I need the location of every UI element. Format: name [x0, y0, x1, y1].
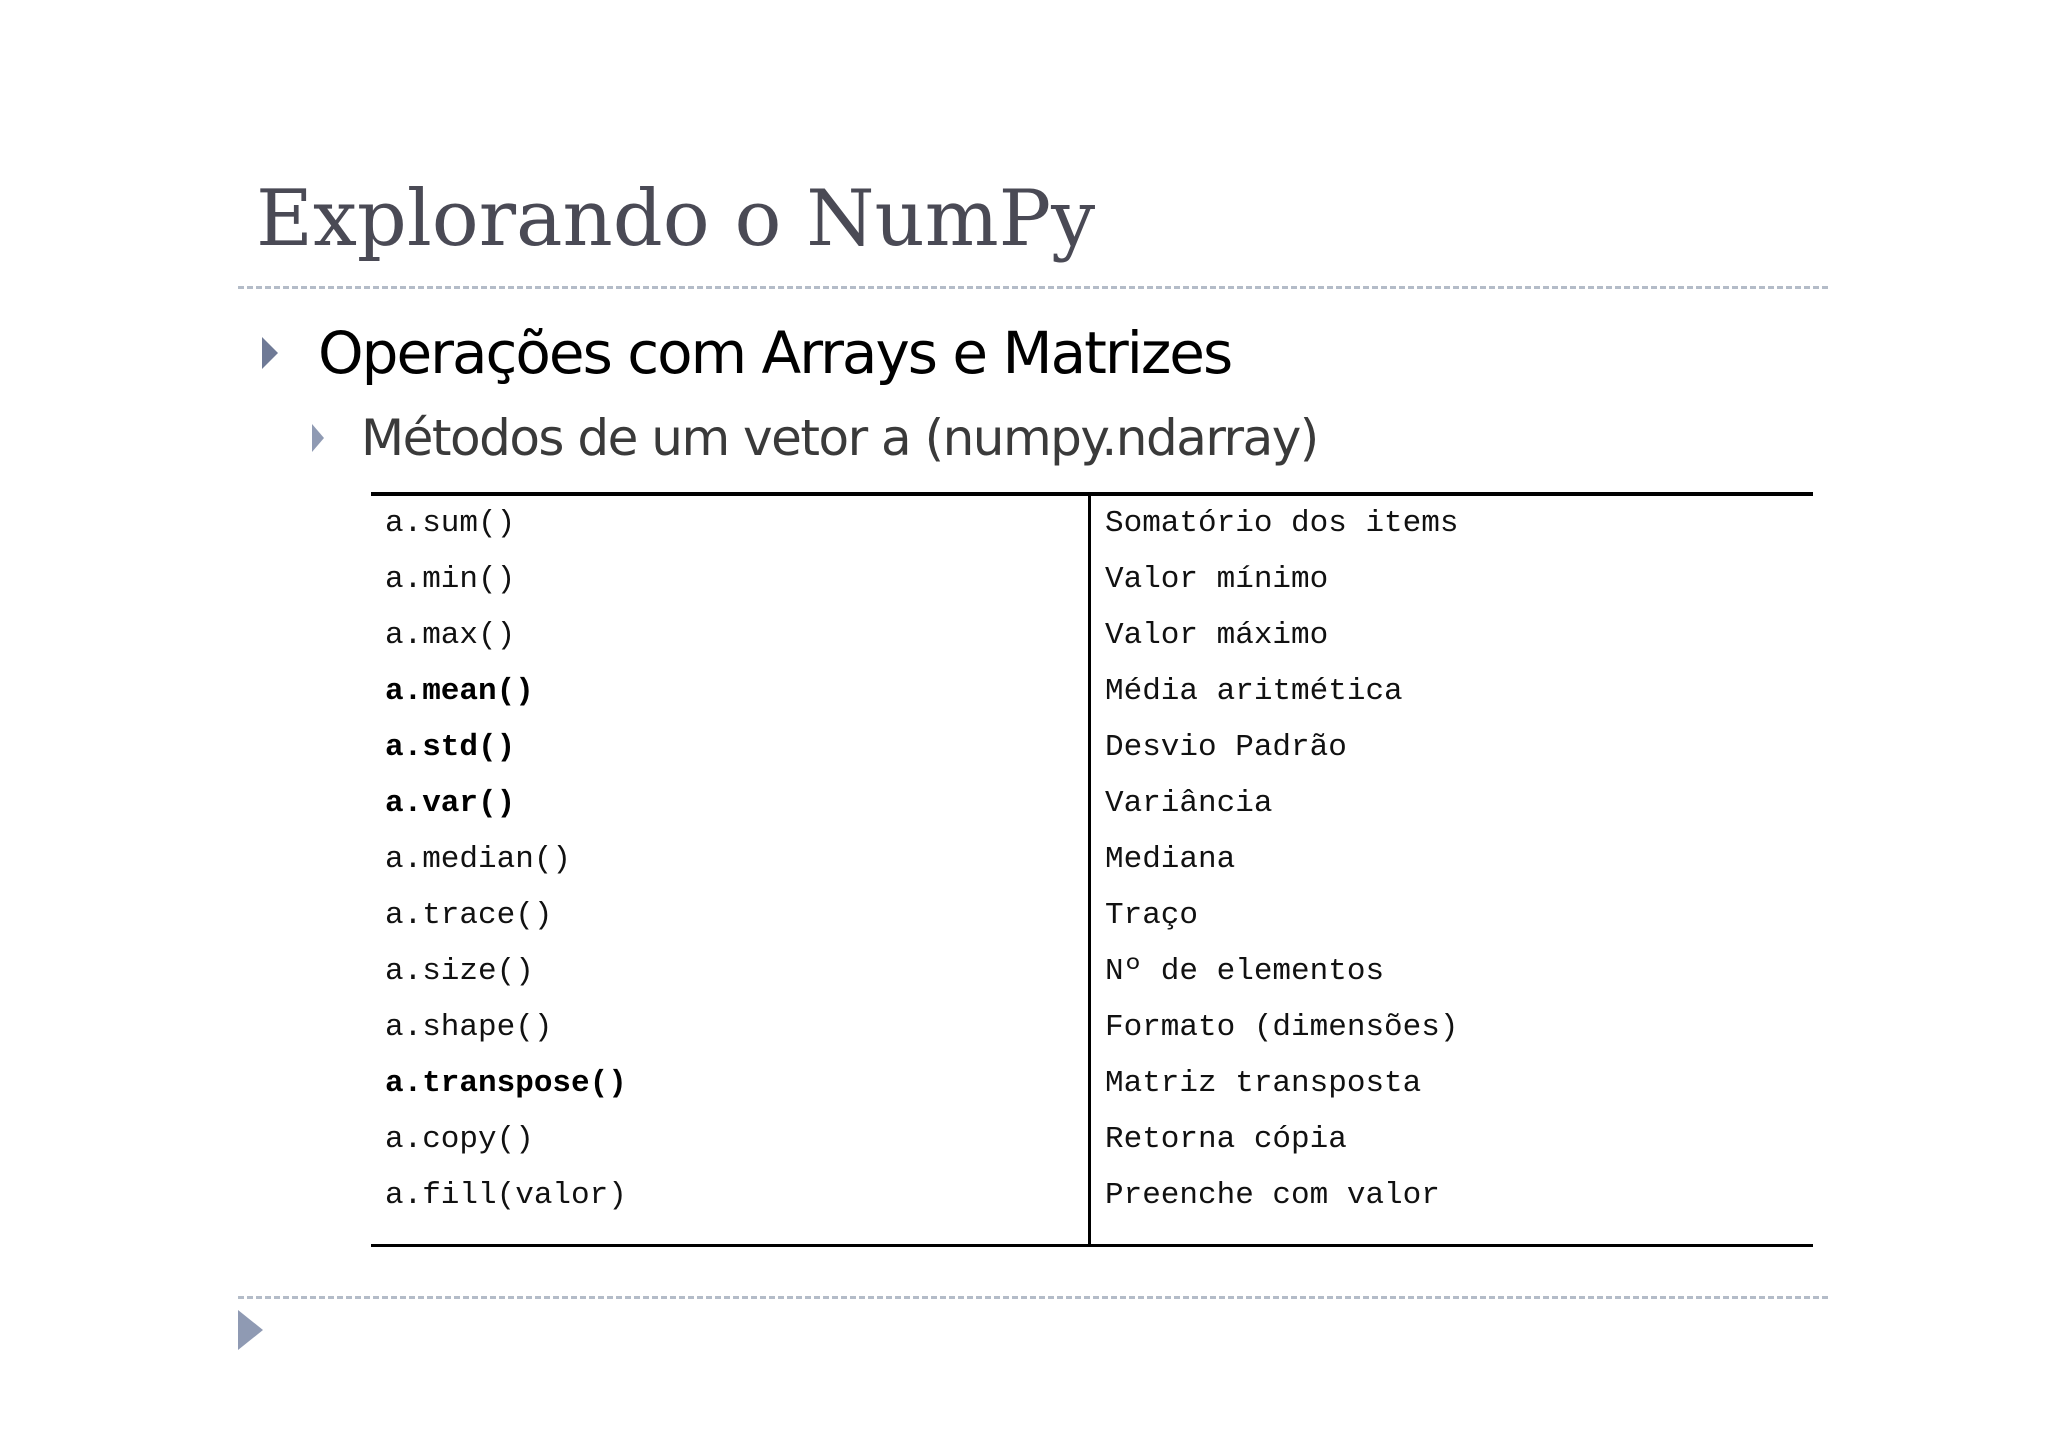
description-cell: Valor máximo — [1105, 618, 1329, 653]
method-cell: a.mean() — [385, 674, 534, 709]
method-cell: a.shape() — [385, 1010, 553, 1045]
description-cell: Mediana — [1105, 842, 1236, 877]
title-divider — [238, 286, 1828, 289]
triangle-right-icon — [312, 424, 324, 452]
triangle-right-icon — [238, 1310, 263, 1350]
footer-divider — [238, 1296, 1828, 1299]
bullet-level-2-text: Métodos de um vetor a (numpy.ndarray) — [361, 409, 1318, 467]
bullet-level-1 — [262, 318, 1231, 388]
description-cell: Desvio Padrão — [1105, 730, 1347, 765]
triangle-right-icon — [262, 337, 278, 369]
description-cell: Traço — [1105, 898, 1199, 933]
method-cell: a.trace() — [385, 898, 553, 933]
description-cell: Formato (dimensões) — [1105, 1010, 1459, 1045]
method-cell: a.size() — [385, 954, 534, 989]
bullet-level-1-text: Operações com Arrays e Matrizes — [318, 319, 1232, 387]
method-cell: a.sum() — [385, 506, 516, 541]
method-cell: a.transpose() — [385, 1066, 627, 1101]
method-cell: a.std() — [385, 730, 516, 765]
description-cell: Nº de elementos — [1105, 954, 1385, 989]
description-cell: Retorna cópia — [1105, 1122, 1347, 1157]
methods-column — [371, 496, 1091, 1244]
description-cell: Somatório dos items — [1105, 506, 1459, 541]
description-cell: Matriz transposta — [1105, 1066, 1422, 1101]
method-cell: a.median() — [385, 842, 572, 877]
description-cell: Valor mínimo — [1105, 562, 1329, 597]
description-cell: Preenche com valor — [1105, 1178, 1440, 1213]
descriptions-column — [1091, 496, 1813, 1244]
description-cell: Média aritmética — [1105, 674, 1403, 709]
description-cell: Variância — [1105, 786, 1273, 821]
method-cell: a.var() — [385, 786, 516, 821]
method-cell: a.min() — [385, 562, 516, 597]
method-cell: a.max() — [385, 618, 516, 653]
slide-title: Explorando o NumPy — [256, 174, 1096, 264]
bullet-level-2 — [312, 406, 1318, 470]
methods-table — [371, 492, 1813, 1247]
method-cell: a.copy() — [385, 1122, 534, 1157]
method-cell: a.fill(valor) — [385, 1178, 627, 1213]
